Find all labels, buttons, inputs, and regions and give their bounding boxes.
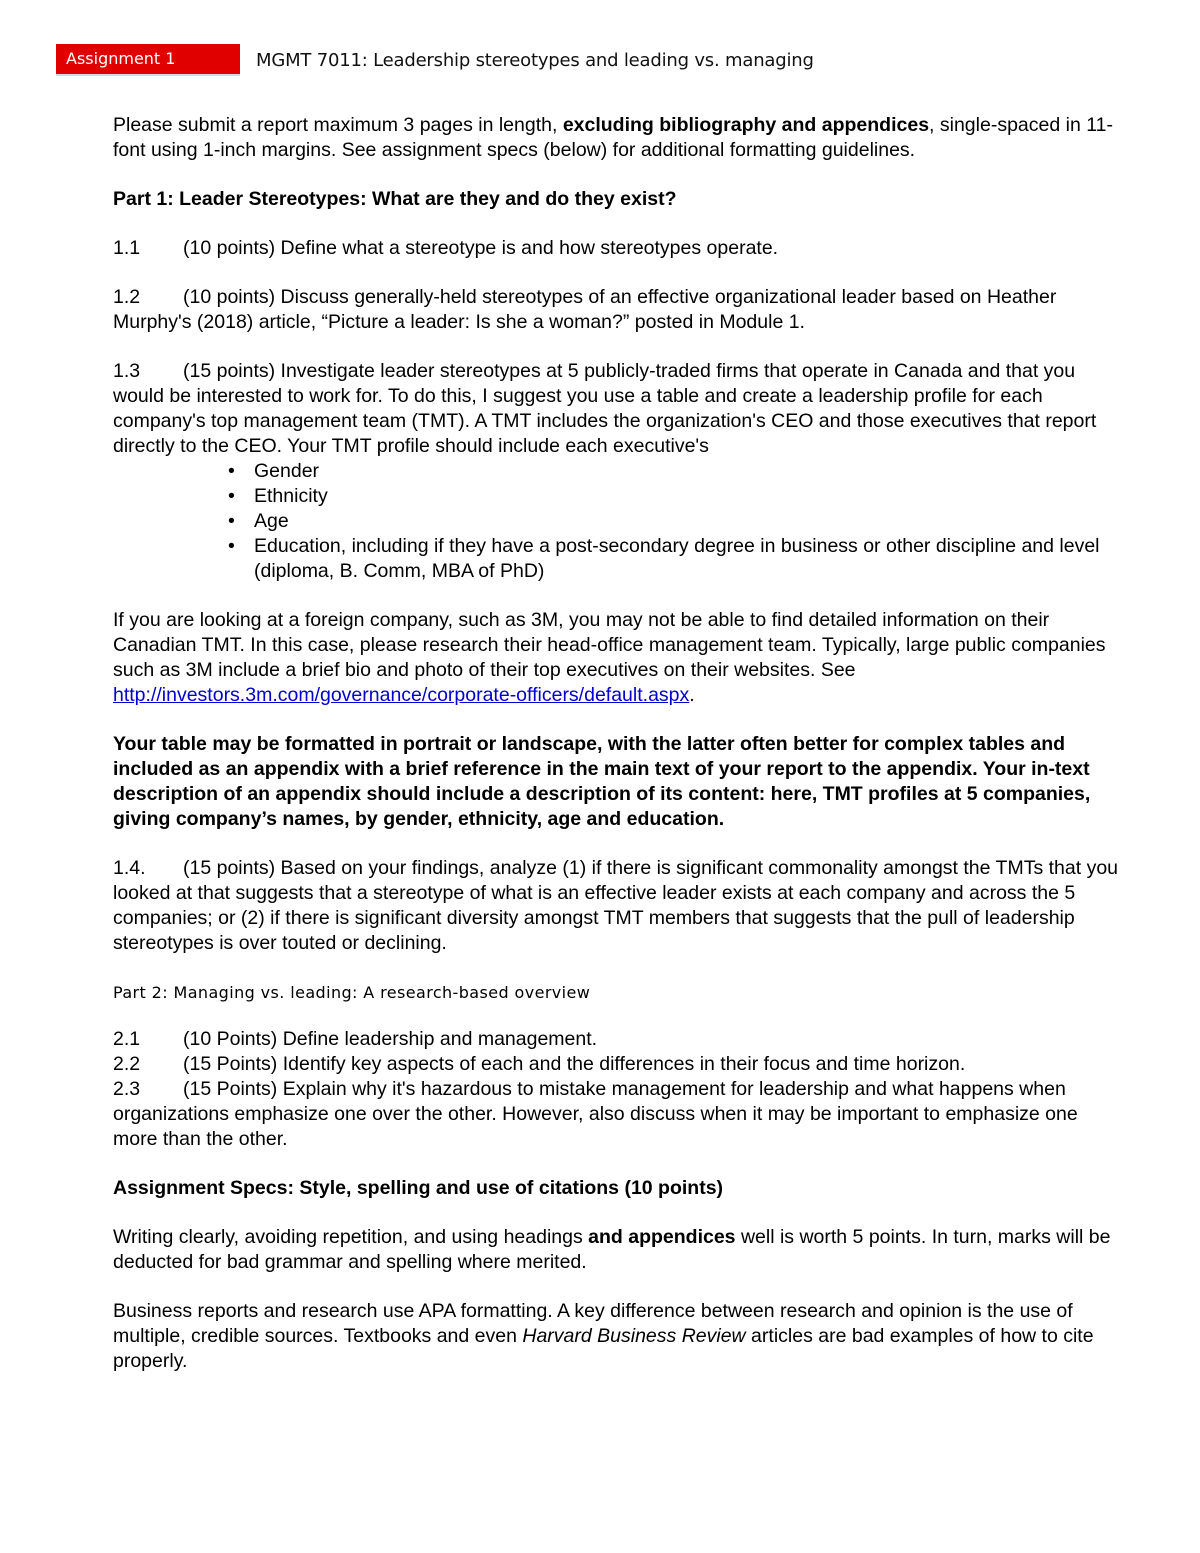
table-format-note: Your table may be formatted in portrait or landscape, with the latter often better for complex tables and included as an appendix with a brief reference in the main text of your report to the appendix. Your in-text description of an appendix should include a description of its content: here, TMT profiles at 5 companies, giving company’s names, by gender, ethnicity, age and education. bbox=[113, 733, 1091, 830]
period: . bbox=[689, 684, 695, 706]
foreign-company-text: If you are looking at a foreign company, such as 3M, you may not be able to find detailed information on their Canadian TMT. In this case, please research their head-office management team. Typically, large public companies such as 3M include a brief bio and photo of their top executives on their websites. See bbox=[113, 609, 1106, 681]
question-number: 1.2 bbox=[113, 286, 141, 308]
3m-officers-link[interactable]: http://investors.3m.com/governance/corporate-officers/default.aspx bbox=[113, 684, 690, 706]
list-item-text: Education, including if they have a post-secondary degree in business or other discipline and level (diploma, B. Comm, MBA of PhD) bbox=[254, 535, 1100, 582]
question-text: (15 Points) Identify key aspects of each and the differences in their focus and time horizon. bbox=[183, 1053, 966, 1075]
question-text: (10 Points) Define leadership and management. bbox=[183, 1028, 598, 1050]
badge-underline bbox=[56, 74, 240, 76]
intro-text-1: Please submit a report maximum 3 pages in length, bbox=[113, 114, 563, 136]
page-header bbox=[56, 44, 1156, 76]
question-text: (10 points) Discuss generally-held stereotypes of an effective organizational leader based on Heather Murphy's (2018) article, “Picture a leader: Is she a woman?” posted in Module 1. bbox=[113, 286, 1057, 333]
question-2-2 bbox=[113, 1052, 1123, 1077]
specs-heading: Assignment Specs: Style, spelling and use of citations (10 points) bbox=[113, 1177, 724, 1199]
list-item-text: Age bbox=[254, 510, 289, 532]
question-1-3 bbox=[113, 359, 1123, 459]
bullet-icon: • bbox=[228, 485, 235, 507]
intro-bold: excluding bibliography and appendices bbox=[562, 114, 930, 136]
list-item-text: Gender bbox=[254, 460, 320, 482]
question-2-1 bbox=[113, 1027, 1123, 1052]
list-item-text: Ethnicity bbox=[254, 485, 328, 507]
bullet-icon: • bbox=[228, 510, 235, 532]
tmt-profile-list bbox=[113, 459, 1123, 584]
specs-text: Writing clearly, avoiding repetition, and using headings bbox=[113, 1226, 589, 1248]
question-number: 2.1 bbox=[113, 1028, 141, 1050]
question-text: (15 points) Investigate leader stereotypes at 5 publicly-traded firms that operate in Canada and that you would be interested to work for. To do this, I suggest you use a table and create a leadership profile for each company's top management team (TMT). A TMT includes the organization's CEO and those executives that report directly to the CEO. Your TMT profile should include each executive's bbox=[113, 360, 1097, 457]
header-title: MGMT 7011: Leadership stereotypes and leading vs. managing bbox=[256, 50, 814, 71]
intro-text-2: , single-spaced in 11-font using 1-inch margins. See assignment specs (below) for additional formatting guidelines. bbox=[113, 114, 1113, 161]
specs-text: Business reports and research use APA formatting. A key difference between research and opinion is the use of multiple, credible sources. Textbooks and even bbox=[113, 1300, 1073, 1347]
foreign-company-paragraph bbox=[113, 608, 1123, 708]
list-item bbox=[113, 509, 1123, 534]
specs-bold: and appendices bbox=[588, 1226, 736, 1248]
question-1-2 bbox=[113, 285, 1123, 335]
question-number: 1.4. bbox=[113, 857, 146, 879]
question-1-4 bbox=[113, 856, 1123, 956]
question-text: (15 points) Based on your findings, analyze (1) if there is significant commonality amongst the TMTs that you looked at that suggests that a stereotype of what is an effective leader exists at each company and across the 5 companies; or (2) if there is significant diversity amongst TMT members that suggests that the pull of leadership stereotypes is over touted or declining. bbox=[113, 857, 1119, 954]
question-number: 2.2 bbox=[113, 1053, 141, 1075]
specs-paragraph-2 bbox=[113, 1299, 1123, 1374]
specs-paragraph-1 bbox=[113, 1225, 1123, 1275]
list-item bbox=[113, 484, 1123, 509]
question-1-1 bbox=[113, 236, 1123, 261]
question-text: (15 Points) Explain why it's hazardous to mistake management for leadership and what happens when organizations emphasize one over the other. However, also discuss when it may be important to emphasize one more than the other. bbox=[113, 1078, 1078, 1150]
question-number: 1.1 bbox=[113, 237, 141, 259]
question-number: 2.3 bbox=[113, 1078, 141, 1100]
hbr-title: Harvard Business Review bbox=[522, 1325, 746, 1347]
specs-text: articles are bad examples of how to cite properly. bbox=[113, 1325, 1094, 1372]
bullet-icon: • bbox=[228, 535, 235, 557]
question-text: (10 points) Define what a stereotype is and how stereotypes operate. bbox=[183, 237, 779, 259]
question-number: 1.3 bbox=[113, 360, 141, 382]
assignment-badge: Assignment 1 bbox=[56, 44, 240, 74]
question-2-3 bbox=[113, 1077, 1123, 1152]
specs-text: well is worth 5 points. In turn, marks will be deducted for bad grammar and spelling where merited. bbox=[113, 1226, 1111, 1273]
document-body bbox=[113, 113, 1123, 1398]
part2-heading: Part 2: Managing vs. leading: A research-based overview bbox=[113, 983, 591, 1002]
bullet-icon: • bbox=[228, 460, 235, 482]
list-item bbox=[113, 534, 1123, 584]
list-item bbox=[113, 459, 1123, 484]
part1-heading: Part 1: Leader Stereotypes: What are they and do they exist? bbox=[113, 188, 677, 210]
intro-paragraph bbox=[113, 113, 1123, 163]
